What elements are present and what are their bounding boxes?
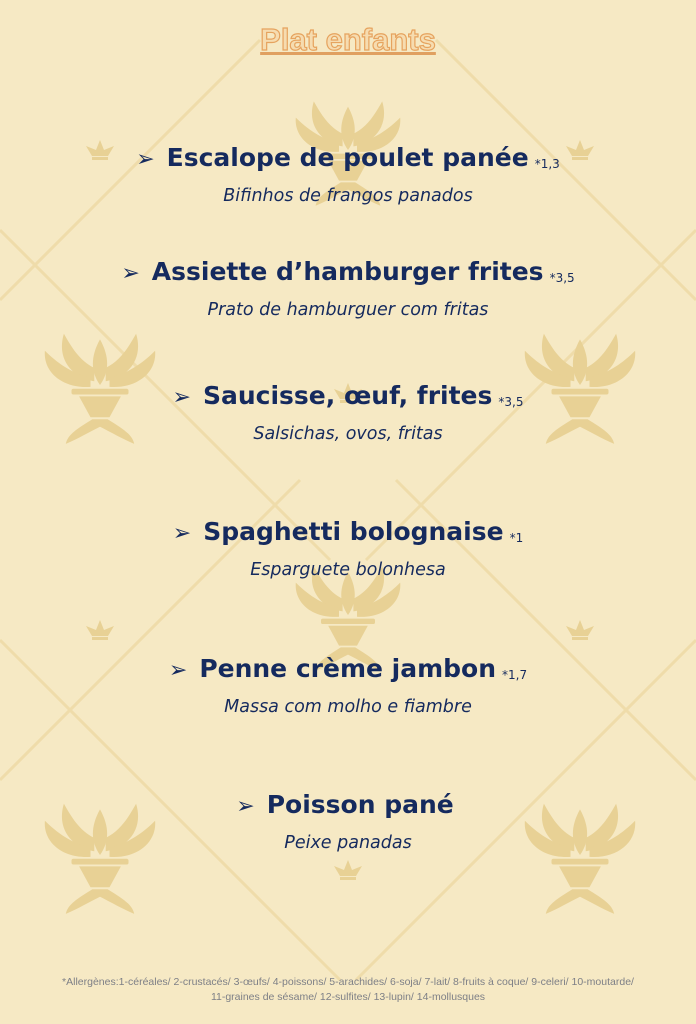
- allergen-codes: *1,3: [534, 157, 560, 171]
- arrow-bullet-icon: ➢: [236, 794, 255, 819]
- menu-item: [0, 142, 696, 210]
- dish-name-line: [0, 142, 696, 180]
- allergen-legend-line-1: *Allergènes:1-céréales/ 2-crustacés/ 3-œufs/ 4-poissons/ 5-arachides/ 6-soja/ 7-lait/ 8-fruits à coque/ 9-celeri/ 10-moutarde/: [62, 976, 634, 988]
- allergen-codes: *1: [509, 531, 524, 545]
- allergen-codes: *3,5: [498, 395, 524, 409]
- menu-item: [0, 516, 696, 584]
- dish-translation: Salsichas, ovos, fritas: [253, 424, 443, 444]
- dish-name-line: [0, 789, 696, 827]
- menu-item: [0, 256, 696, 324]
- menu-item: [0, 789, 696, 857]
- menu-item: [0, 653, 696, 721]
- menu-title: Plat enfants: [260, 22, 436, 57]
- dish-name: Assiette d’hamburger frites: [151, 257, 544, 286]
- arrow-bullet-icon: ➢: [136, 147, 155, 172]
- allergen-legend: [10, 975, 686, 1005]
- dish-name: Poisson pané: [266, 790, 454, 819]
- dish-name: Spaghetti bolognaise: [203, 517, 504, 546]
- dish-name: Saucisse, œuf, frites: [202, 381, 493, 410]
- arrow-bullet-icon: ➢: [168, 658, 188, 683]
- allergen-codes: *1,7: [502, 668, 528, 682]
- dish-name-line: [0, 380, 696, 418]
- dish-name-line: [0, 256, 696, 294]
- menu-item: [0, 380, 696, 448]
- dish-translation: Bifinhos de frangos panados: [223, 186, 473, 206]
- arrow-bullet-icon: ➢: [121, 261, 140, 286]
- dish-name-line: [0, 653, 696, 691]
- dish-translation: Esparguete bolonhesa: [250, 560, 446, 580]
- allergen-codes: *3,5: [549, 271, 575, 285]
- arrow-bullet-icon: ➢: [172, 385, 191, 410]
- dish-name-line: [0, 516, 696, 554]
- dish-translation: Peixe panadas: [284, 833, 412, 853]
- dish-name: Escalope de poulet panée: [166, 143, 529, 172]
- dish-translation: Prato de hamburguer com fritas: [207, 300, 489, 320]
- dish-name: Penne crème jambon: [199, 654, 497, 683]
- arrow-bullet-icon: ➢: [172, 521, 192, 546]
- allergen-legend-line-2: 11-graines de sésame/ 12-sulfites/ 13-lupin/ 14-mollusques: [210, 991, 486, 1003]
- dish-translation: Massa com molho e fiambre: [224, 697, 472, 717]
